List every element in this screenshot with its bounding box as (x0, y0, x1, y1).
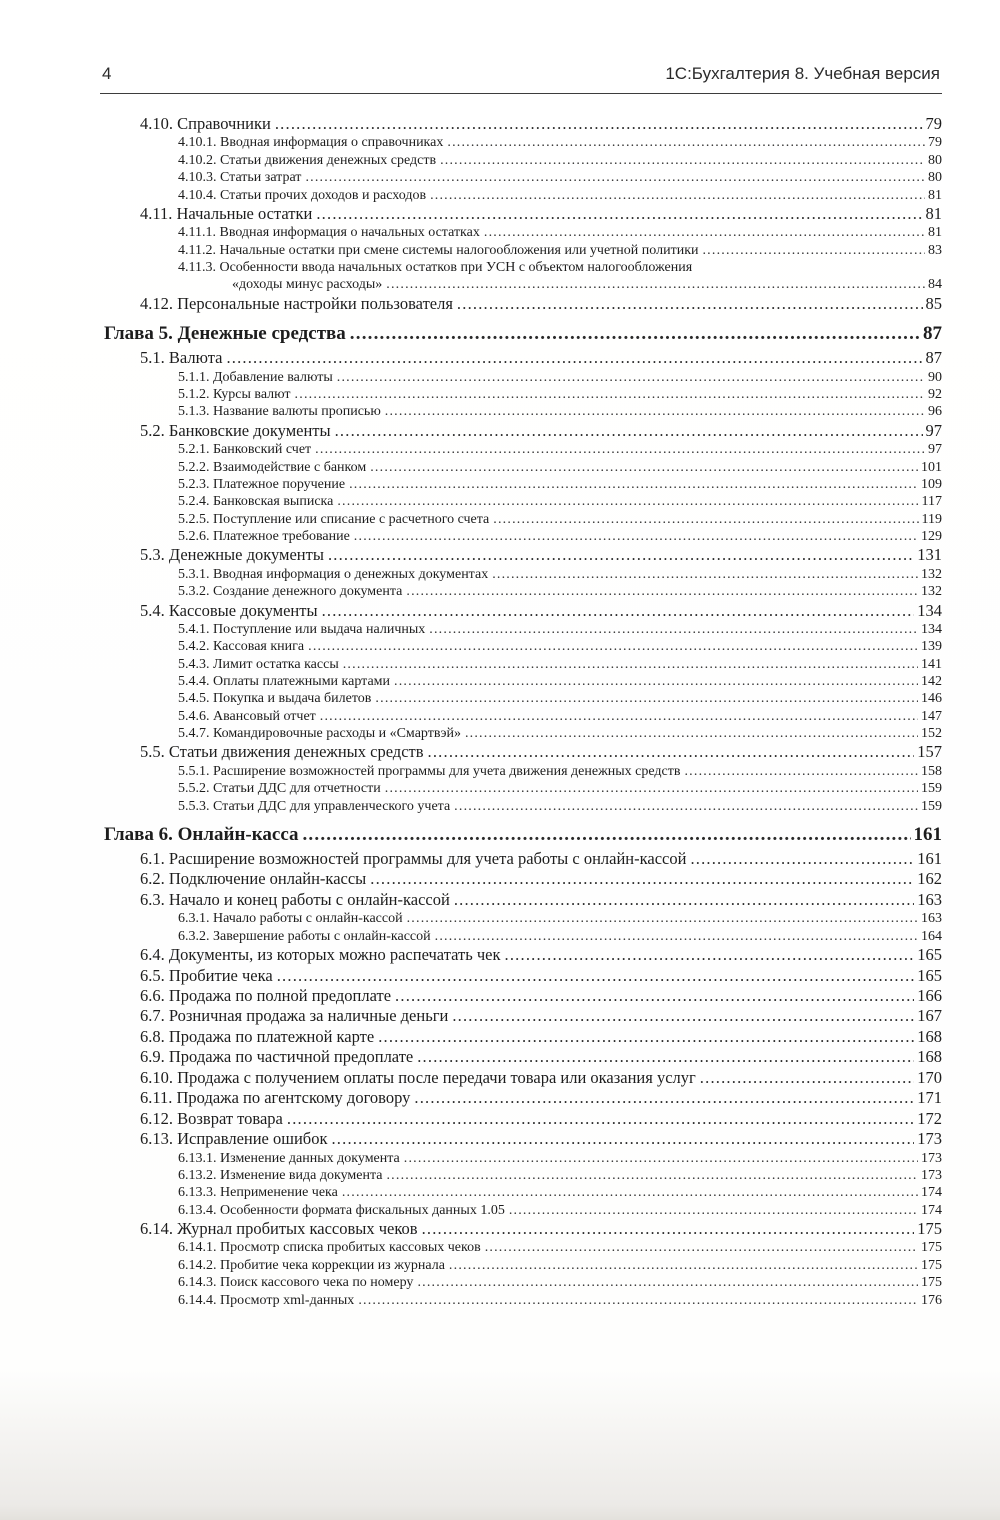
toc-entry-page: 162 (917, 869, 942, 889)
toc-entry-page: 139 (921, 639, 942, 655)
toc-entry-page: 172 (917, 1108, 942, 1128)
dot-leader (337, 369, 925, 386)
toc-entry-title: 4.10.1. Вводная информация о справочниках (178, 135, 444, 151)
toc-entry (100, 928, 942, 945)
dot-leader (702, 242, 925, 259)
toc-entry-page: 165 (917, 945, 942, 965)
toc-entry-page: 175 (921, 1257, 942, 1273)
toc-entry (100, 708, 942, 725)
toc-entry-title: 6.13. Исправление ошибок (140, 1129, 328, 1149)
toc-entry (100, 169, 942, 186)
toc-entry (100, 1274, 942, 1291)
toc-entry-title: 5.4.6. Авансовый отчет (178, 708, 316, 724)
toc-entry-page: 83 (928, 242, 942, 258)
dot-leader (430, 187, 925, 204)
dot-leader (349, 476, 918, 493)
toc-entry-page: 171 (917, 1088, 942, 1108)
toc-entry-page: 92 (928, 387, 942, 403)
dot-leader (370, 869, 914, 889)
toc-entry-title: 5.3. Денежные документы (140, 545, 324, 565)
toc-entry (100, 566, 942, 583)
toc-entry-page: 84 (928, 277, 942, 293)
dot-leader (394, 673, 918, 690)
toc-entry (100, 656, 942, 673)
toc-entry-title: 6.3.2. Завершение работы с онлайн-кассой (178, 928, 431, 944)
toc-entry-title: 6.13.2. Изменение вида документа (178, 1167, 383, 1183)
dot-leader (422, 1219, 915, 1239)
toc-entry-title: 4.11.2. Начальные остатки при смене системы налогообложения или учетной политики (178, 242, 699, 258)
toc-entry (100, 966, 942, 986)
toc-entry (100, 441, 942, 458)
toc-entry (100, 1006, 942, 1026)
dot-leader (465, 725, 918, 742)
toc-entry (100, 369, 942, 386)
toc-entry-page: 175 (917, 1219, 942, 1239)
toc-entry (100, 114, 942, 134)
toc-entry (100, 1257, 942, 1274)
dot-leader (395, 986, 914, 1006)
toc-entry-title: 6.7. Розничная продажа за наличные деньги (140, 1006, 449, 1026)
toc-entry (100, 1047, 942, 1067)
toc-entry-title: 4.11. Начальные остатки (140, 203, 313, 223)
toc-entry-title: 5.2.4. Банковская выписка (178, 494, 334, 510)
dot-leader (354, 528, 918, 545)
toc-entry (100, 621, 942, 638)
toc-entry-title: 5.3.1. Вводная информация о денежных документах (178, 566, 489, 582)
dot-leader (485, 1239, 918, 1256)
dot-leader (316, 204, 922, 224)
toc-entry-title: 5.2.1. Банковский счет (178, 442, 312, 458)
dot-leader (305, 169, 925, 186)
toc-entry-title: 4.10. Справочники (140, 114, 271, 133)
toc-entry (100, 187, 942, 204)
toc-entry (100, 986, 942, 1006)
toc-entry (100, 276, 942, 293)
dot-leader (449, 1257, 918, 1274)
toc-entry-title: 6.11. Продажа по агентскому договору (140, 1088, 411, 1108)
dot-leader (428, 742, 915, 762)
dot-leader (435, 928, 918, 945)
toc-entry-page: 87 (925, 348, 942, 368)
toc-entry (100, 763, 942, 780)
toc-entry-title: 5.4.3. Лимит остатка кассы (178, 656, 339, 672)
toc-entry-title: 4.10.4. Статьи прочих доходов и расходов (178, 187, 427, 203)
dot-leader (378, 1027, 914, 1047)
toc-entry-page: 146 (921, 691, 942, 707)
dot-leader (315, 441, 925, 458)
toc-entry (100, 476, 942, 493)
toc-entry-title: 5.5.2. Статьи ДДС для отчетности (178, 781, 381, 797)
dot-leader (358, 1292, 918, 1309)
toc-entry (100, 1109, 942, 1129)
toc-entry-page: 129 (921, 528, 942, 544)
dot-leader (386, 276, 925, 293)
toc-entry-page: 175 (921, 1275, 942, 1291)
dot-leader (335, 421, 923, 441)
toc-entry (100, 601, 942, 621)
toc-entry-title: 5.2.5. Поступление или списание с расчетного счета (178, 511, 490, 527)
toc-entry-page: 87 (923, 323, 942, 345)
toc-entry-title: 6.14.3. Поиск кассового чека по номеру (178, 1275, 414, 1291)
dot-leader (302, 822, 910, 849)
toc-entry-page: 132 (921, 584, 942, 600)
toc-entry (100, 822, 942, 849)
toc-entry-page: 170 (917, 1067, 942, 1087)
toc-entry (100, 583, 942, 600)
toc-entry-title: Глава 5. Денежные средства (104, 323, 346, 345)
dot-leader (417, 1274, 918, 1291)
toc-entry-title: 5.1.1. Добавление валюты (178, 369, 333, 385)
dot-leader (700, 1068, 914, 1088)
toc-entry-page: 142 (921, 674, 942, 690)
toc-entry-title: 5.4.2. Кассовая книга (178, 639, 305, 655)
toc-entry-page: 176 (921, 1292, 942, 1308)
dot-leader (417, 1047, 914, 1067)
toc-entry (100, 1068, 942, 1088)
dot-leader (404, 1150, 918, 1167)
toc-entry (100, 224, 942, 241)
toc-entry-title: 6.8. Продажа по платежной карте (140, 1026, 375, 1046)
toc-entry-title: 5.2.2. Взаимодействие с банком (178, 459, 367, 475)
toc-entry (100, 1129, 942, 1149)
toc-entry-title: 6.14.1. Просмотр списка пробитых кассовых чеков (178, 1240, 481, 1256)
running-title: 1С:Бухгалтерия 8. Учебная версия (665, 64, 940, 83)
toc-entry-title: Глава 6. Онлайн-касса (104, 824, 299, 846)
toc-entry-page: 166 (917, 985, 942, 1005)
toc-entry-title: 6.13.1. Изменение данных документа (178, 1150, 400, 1166)
toc-entry (100, 459, 942, 476)
toc-entry (100, 134, 942, 151)
toc-entry-page: 97 (928, 442, 942, 458)
toc-entry-page: 163 (921, 911, 942, 927)
toc-entry-title: «доходы минус расходы» (232, 277, 383, 293)
toc-list (100, 114, 942, 1309)
toc-entry-page: 134 (917, 600, 942, 620)
toc-entry-title: 5.4.5. Покупка и выдача билетов (178, 691, 372, 707)
toc-entry-page: 90 (928, 369, 942, 385)
toc-entry-title: 6.10. Продажа с получением оплаты после передачи товара или оказания услуг (140, 1067, 696, 1087)
dot-leader (493, 511, 918, 528)
dot-leader (343, 656, 918, 673)
toc-entry (100, 1167, 942, 1184)
toc-entry-page: 97 (925, 420, 942, 440)
toc-entry-page: 131 (917, 545, 942, 565)
toc-entry-page: 159 (921, 798, 942, 814)
toc-entry (100, 1150, 942, 1167)
toc-entry (100, 945, 942, 965)
toc-entry-title: 5.4.7. Командировочные расходы и «Смартвэй» (178, 726, 461, 742)
toc-entry-page: 80 (928, 170, 942, 186)
toc-entry-title: 6.12. Возврат товара (140, 1108, 283, 1128)
header-rule (100, 93, 942, 94)
toc-entry-title: 4.12. Персональные настройки пользователя (140, 293, 453, 313)
toc-entry-page: 141 (921, 656, 942, 672)
toc-entry-title: 6.13.4. Особенности формата фискальных данных 1.05 (178, 1202, 505, 1218)
dot-leader (406, 583, 918, 600)
toc-entry-page: 96 (928, 404, 942, 420)
dot-leader (385, 403, 925, 420)
toc-entry-page: 158 (921, 763, 942, 779)
toc-entry (100, 1184, 942, 1201)
dot-leader (492, 566, 918, 583)
toc-entry-title: 6.5. Пробитие чека (140, 965, 273, 985)
toc-entry-title: 6.2. Подключение онлайн-кассы (140, 869, 367, 889)
toc-entry-title: 5.5.1. Расширение возможностей программы для учета движения денежных средств (178, 763, 681, 779)
toc-entry-page: 132 (921, 566, 942, 582)
toc-entry-title: 6.14.4. Просмотр xml-данных (178, 1292, 355, 1308)
toc-entry-page: 79 (928, 135, 942, 151)
toc-entry (100, 869, 942, 889)
toc-entry-page: 168 (917, 1026, 942, 1046)
toc-entry (100, 242, 942, 259)
toc-entry-page: 79 (925, 114, 942, 133)
toc-entry-page: 161 (917, 848, 942, 868)
toc-entry (100, 690, 942, 707)
toc-entry-page: 101 (921, 459, 942, 475)
dot-leader (454, 798, 918, 815)
toc-entry (100, 259, 942, 276)
toc-entry (100, 673, 942, 690)
toc-entry-page: 174 (921, 1202, 942, 1218)
toc-entry (100, 742, 942, 762)
toc-entry-page: 109 (921, 476, 942, 492)
dot-leader (308, 638, 918, 655)
toc-entry-title: 6.3.1. Начало работы с онлайн-кассой (178, 911, 403, 927)
toc-entry-title: 6.3. Начало и конец работы с онлайн-кассой (140, 889, 450, 909)
dot-leader (447, 134, 925, 151)
toc-entry-title: 5.4.4. Оплаты платежными картами (178, 674, 391, 690)
dot-leader (331, 1129, 914, 1149)
toc-entry-title: 5.1.3. Название валюты прописью (178, 404, 381, 420)
toc-entry (100, 204, 942, 224)
toc-entry-title: 5.1.2. Курсы валют (178, 387, 291, 403)
toc-entry (100, 1292, 942, 1309)
toc-entry-page: 175 (921, 1240, 942, 1256)
dot-leader (505, 945, 915, 965)
toc-entry-page: 81 (928, 187, 942, 203)
toc-entry (100, 798, 942, 815)
dot-leader (275, 114, 923, 134)
toc-entry (100, 1088, 942, 1108)
toc-entry-page: 81 (925, 203, 942, 223)
toc-entry-title: 6.4. Документы, из которых можно распечатать чек (140, 945, 501, 965)
dot-leader (295, 386, 925, 403)
dot-leader (407, 910, 918, 927)
toc-entry-title: 4.11.3. Особенности ввода начальных остатков при УСН с объектом налогообложения (178, 260, 693, 276)
toc-entry-title: 5.2.6. Платежное требование (178, 528, 350, 544)
toc-entry (100, 725, 942, 742)
toc-entry-page: 117 (921, 494, 942, 510)
page-number: 4 (102, 64, 112, 83)
dot-leader (385, 780, 918, 797)
dot-leader (342, 1184, 918, 1201)
toc-entry-title: 5.5. Статьи движения денежных средств (140, 742, 424, 762)
toc-entry-page: 164 (921, 928, 942, 944)
toc-entry-page: 167 (917, 1006, 942, 1026)
toc-entry-page: 161 (913, 824, 942, 846)
dot-leader (328, 545, 914, 565)
dot-leader (320, 708, 918, 725)
toc-entry (100, 1202, 942, 1219)
toc-entry-page: 163 (917, 889, 942, 909)
toc-entry-page: 80 (928, 152, 942, 168)
dot-leader (452, 1006, 914, 1026)
toc-entry-page: 159 (921, 781, 942, 797)
toc-entry (100, 493, 942, 510)
dot-leader (414, 1088, 914, 1108)
toc-entry-title: 5.3.2. Создание денежного документа (178, 584, 403, 600)
toc-entry (100, 348, 942, 368)
toc-entry-title: 6.13.3. Неприменение чека (178, 1185, 338, 1201)
toc-entry (100, 780, 942, 797)
toc-entry (100, 421, 942, 441)
toc-entry-title: 6.1. Расширение возможностей программы для учета работы с онлайн-кассой (140, 848, 687, 868)
dot-leader (684, 763, 918, 780)
toc-entry-title: 6.9. Продажа по частичной предоплате (140, 1047, 414, 1067)
dot-leader (350, 321, 920, 348)
dot-leader (509, 1202, 918, 1219)
toc-entry-title: 6.6. Продажа по полной предоплате (140, 985, 392, 1005)
toc-entry (100, 910, 942, 927)
dot-leader (386, 1167, 918, 1184)
toc-entry (100, 1219, 942, 1239)
toc-entry-page: 174 (921, 1185, 942, 1201)
toc-entry-title: 4.10.2. Статьи движения денежных средств (178, 152, 437, 168)
toc-entry-title: 5.4.1. Поступление или выдача наличных (178, 621, 426, 637)
toc-entry (100, 1239, 942, 1256)
dot-leader (337, 493, 918, 510)
toc-entry-title: 5.2. Банковские документы (140, 420, 331, 440)
toc-entry-title: 5.5.3. Статьи ДДС для управленческого учета (178, 798, 451, 814)
toc-entry-page: 81 (928, 225, 942, 241)
toc-entry (100, 545, 942, 565)
toc-entry-page: 173 (921, 1150, 942, 1166)
toc-entry-page: 173 (917, 1129, 942, 1149)
dot-leader (690, 849, 914, 869)
dot-leader (429, 621, 918, 638)
dot-leader (440, 152, 925, 169)
toc-entry (100, 294, 942, 314)
toc-entry (100, 528, 942, 545)
dot-leader (457, 294, 923, 314)
toc-entry-title: 5.2.3. Платежное поручение (178, 476, 346, 492)
toc-entry-title: 5.4. Кассовые документы (140, 600, 318, 620)
toc-entry (100, 849, 942, 869)
toc-entry-title: 4.10.3. Статьи затрат (178, 170, 302, 186)
dot-leader (370, 459, 918, 476)
dot-leader (454, 890, 914, 910)
toc-entry (100, 321, 942, 348)
page-header (100, 64, 942, 84)
toc-entry (100, 1027, 942, 1047)
toc-entry-page: 165 (917, 965, 942, 985)
toc-entry-page: 147 (921, 708, 942, 724)
dot-leader (226, 348, 922, 368)
toc-entry-page: 173 (921, 1167, 942, 1183)
toc-entry-title: 6.14.2. Пробитие чека коррекции из журнала (178, 1257, 445, 1273)
toc-entry (100, 386, 942, 403)
toc-entry-page: 85 (925, 293, 942, 313)
toc-entry-page: 152 (921, 726, 942, 742)
toc-entry-title: 4.11.1. Вводная информация о начальных остатках (178, 225, 480, 241)
toc-entry-page: 119 (921, 511, 942, 527)
dot-leader (277, 966, 915, 986)
toc-entry (100, 511, 942, 528)
toc-entry-title: 6.14. Журнал пробитых кассовых чеков (140, 1219, 418, 1239)
toc-entry-page: 134 (921, 621, 942, 637)
dot-leader (375, 690, 918, 707)
toc-entry (100, 403, 942, 420)
dot-leader (287, 1109, 914, 1129)
toc-entry-page: 168 (917, 1047, 942, 1067)
toc-entry-title: 5.1. Валюта (140, 348, 223, 368)
toc-entry (100, 638, 942, 655)
dot-leader (484, 224, 925, 241)
toc-entry (100, 152, 942, 169)
dot-leader (322, 601, 915, 621)
toc-entry-page: 157 (917, 742, 942, 762)
toc-entry (100, 890, 942, 910)
